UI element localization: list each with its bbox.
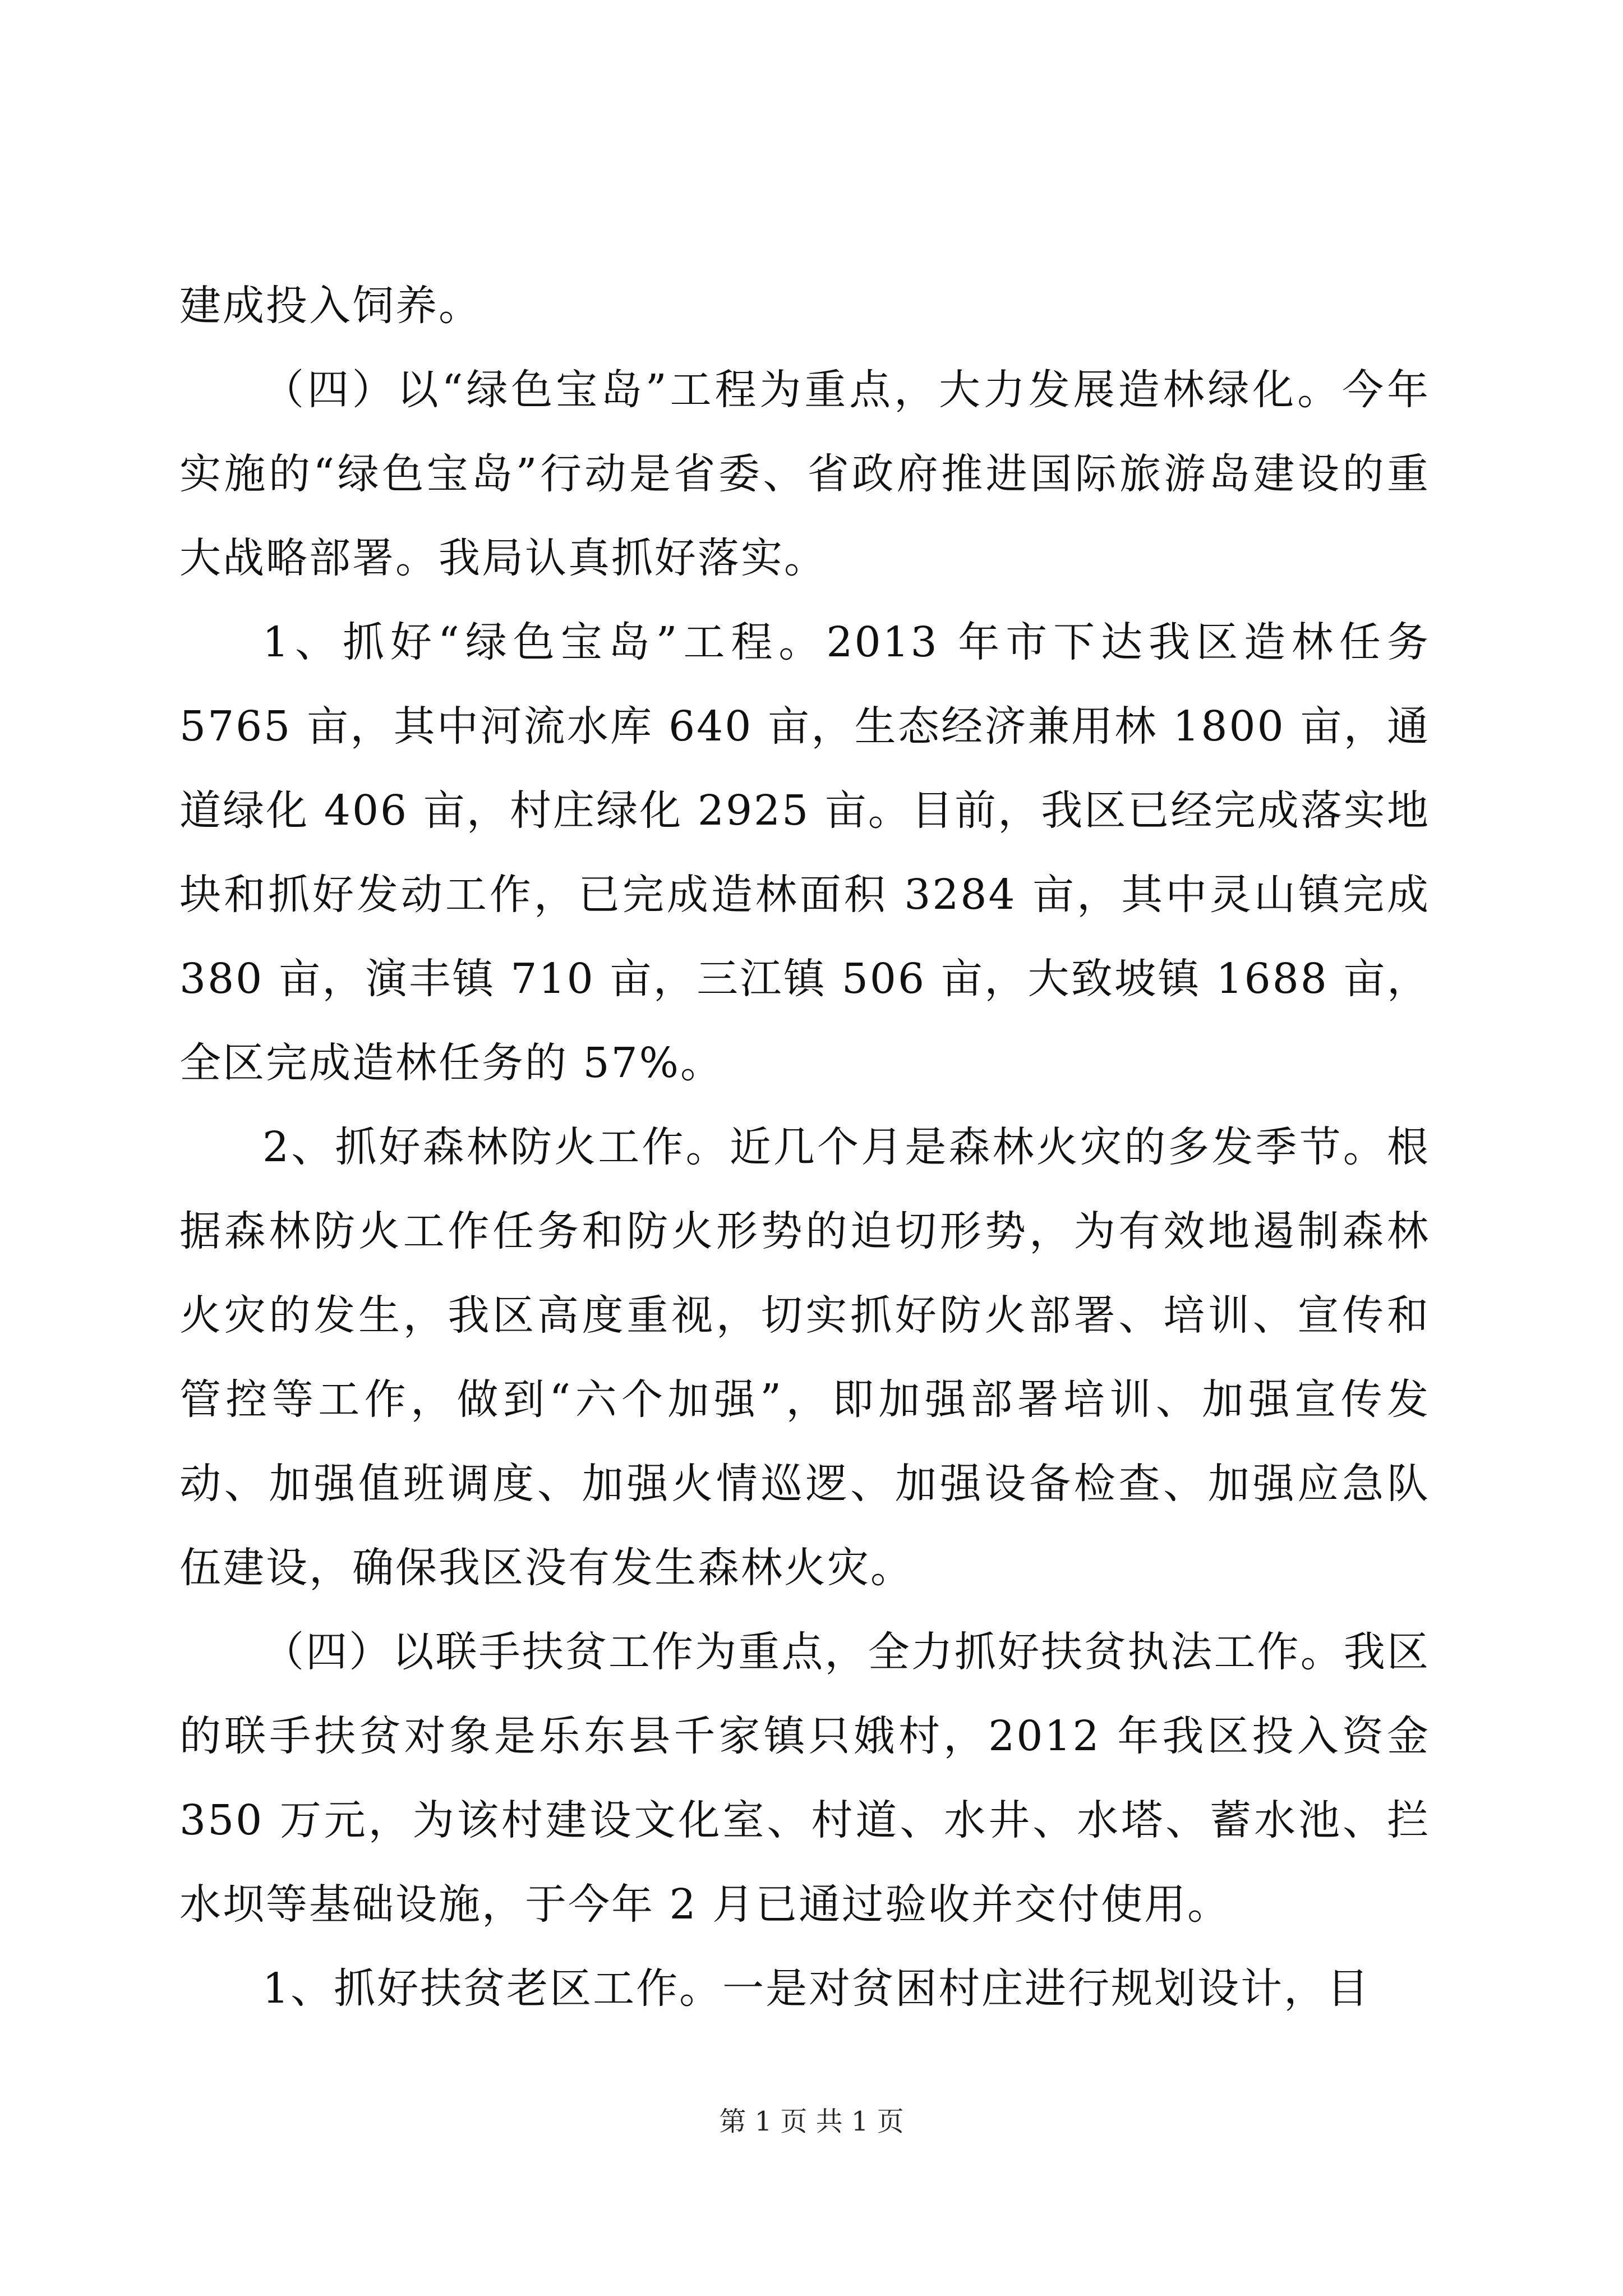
paragraph-poverty-alleviation-section: （四）以联手扶贫工作为重点，全力抓好扶贫执法工作。我区的联手扶贫对象是乐东县千家镇只娥村，2012 年我区投入资金 350 万元，为该村建设文化室、村道、水井、水塔、蓄水池、拦水坝等基础设施，于今年 2 月已通过验收并交付使用。 (179, 1628, 1430, 1929)
document-body (179, 264, 1430, 2031)
paragraph-forest-fire-prevention: 2、抓好森林防火工作。近几个月是森林火灾的多发季节。根据森林防火工作任务和防火形势的迫切形势，为有效地遏制森林火灾的发生，我区高度重视，切实抓好防火部署、培训、宣传和管控等工作，做到“六个加强”，即加强部署培训、加强宣传发动、加强值班调度、加强火情巡逻、加强设备检查、加强应急队伍建设，确保我区没有发生森林火灾。 (179, 1123, 1430, 1592)
paragraph-green-island-project: 1、抓好“绿色宝岛”工程。2013 年市下达我区造林任务 5765 亩，其中河流水库 640 亩，生态经济兼用林 1800 亩，通道绿化 406 亩，村庄绿化 2925 亩。目前，我区已经完成落实地块和抓好发动工作，已完成造林面积 3284 亩，其中灵山镇完成 380 亩，演丰镇 710 亩，三江镇 506 亩，大致坡镇 1688 亩，全区完成造林任务的 57%。 (179, 618, 1430, 1087)
paragraph-continuation: 建成投入饲养。 (179, 282, 482, 330)
paragraph-green-island-section: （四）以“绿色宝岛”工程为重点，大力发展造林绿化。今年实施的“绿色宝岛”行动是省委、省政府推进国际旅游岛建设的重大战略部署。我局认真抓好落实。 (179, 366, 1430, 582)
page-footer: 第 1 页 共 1 页 (719, 2106, 904, 2137)
paragraph-old-area-poverty-work: 1、抓好扶贫老区工作。一是对贫困村庄进行规划设计，目 (262, 1964, 1371, 2013)
